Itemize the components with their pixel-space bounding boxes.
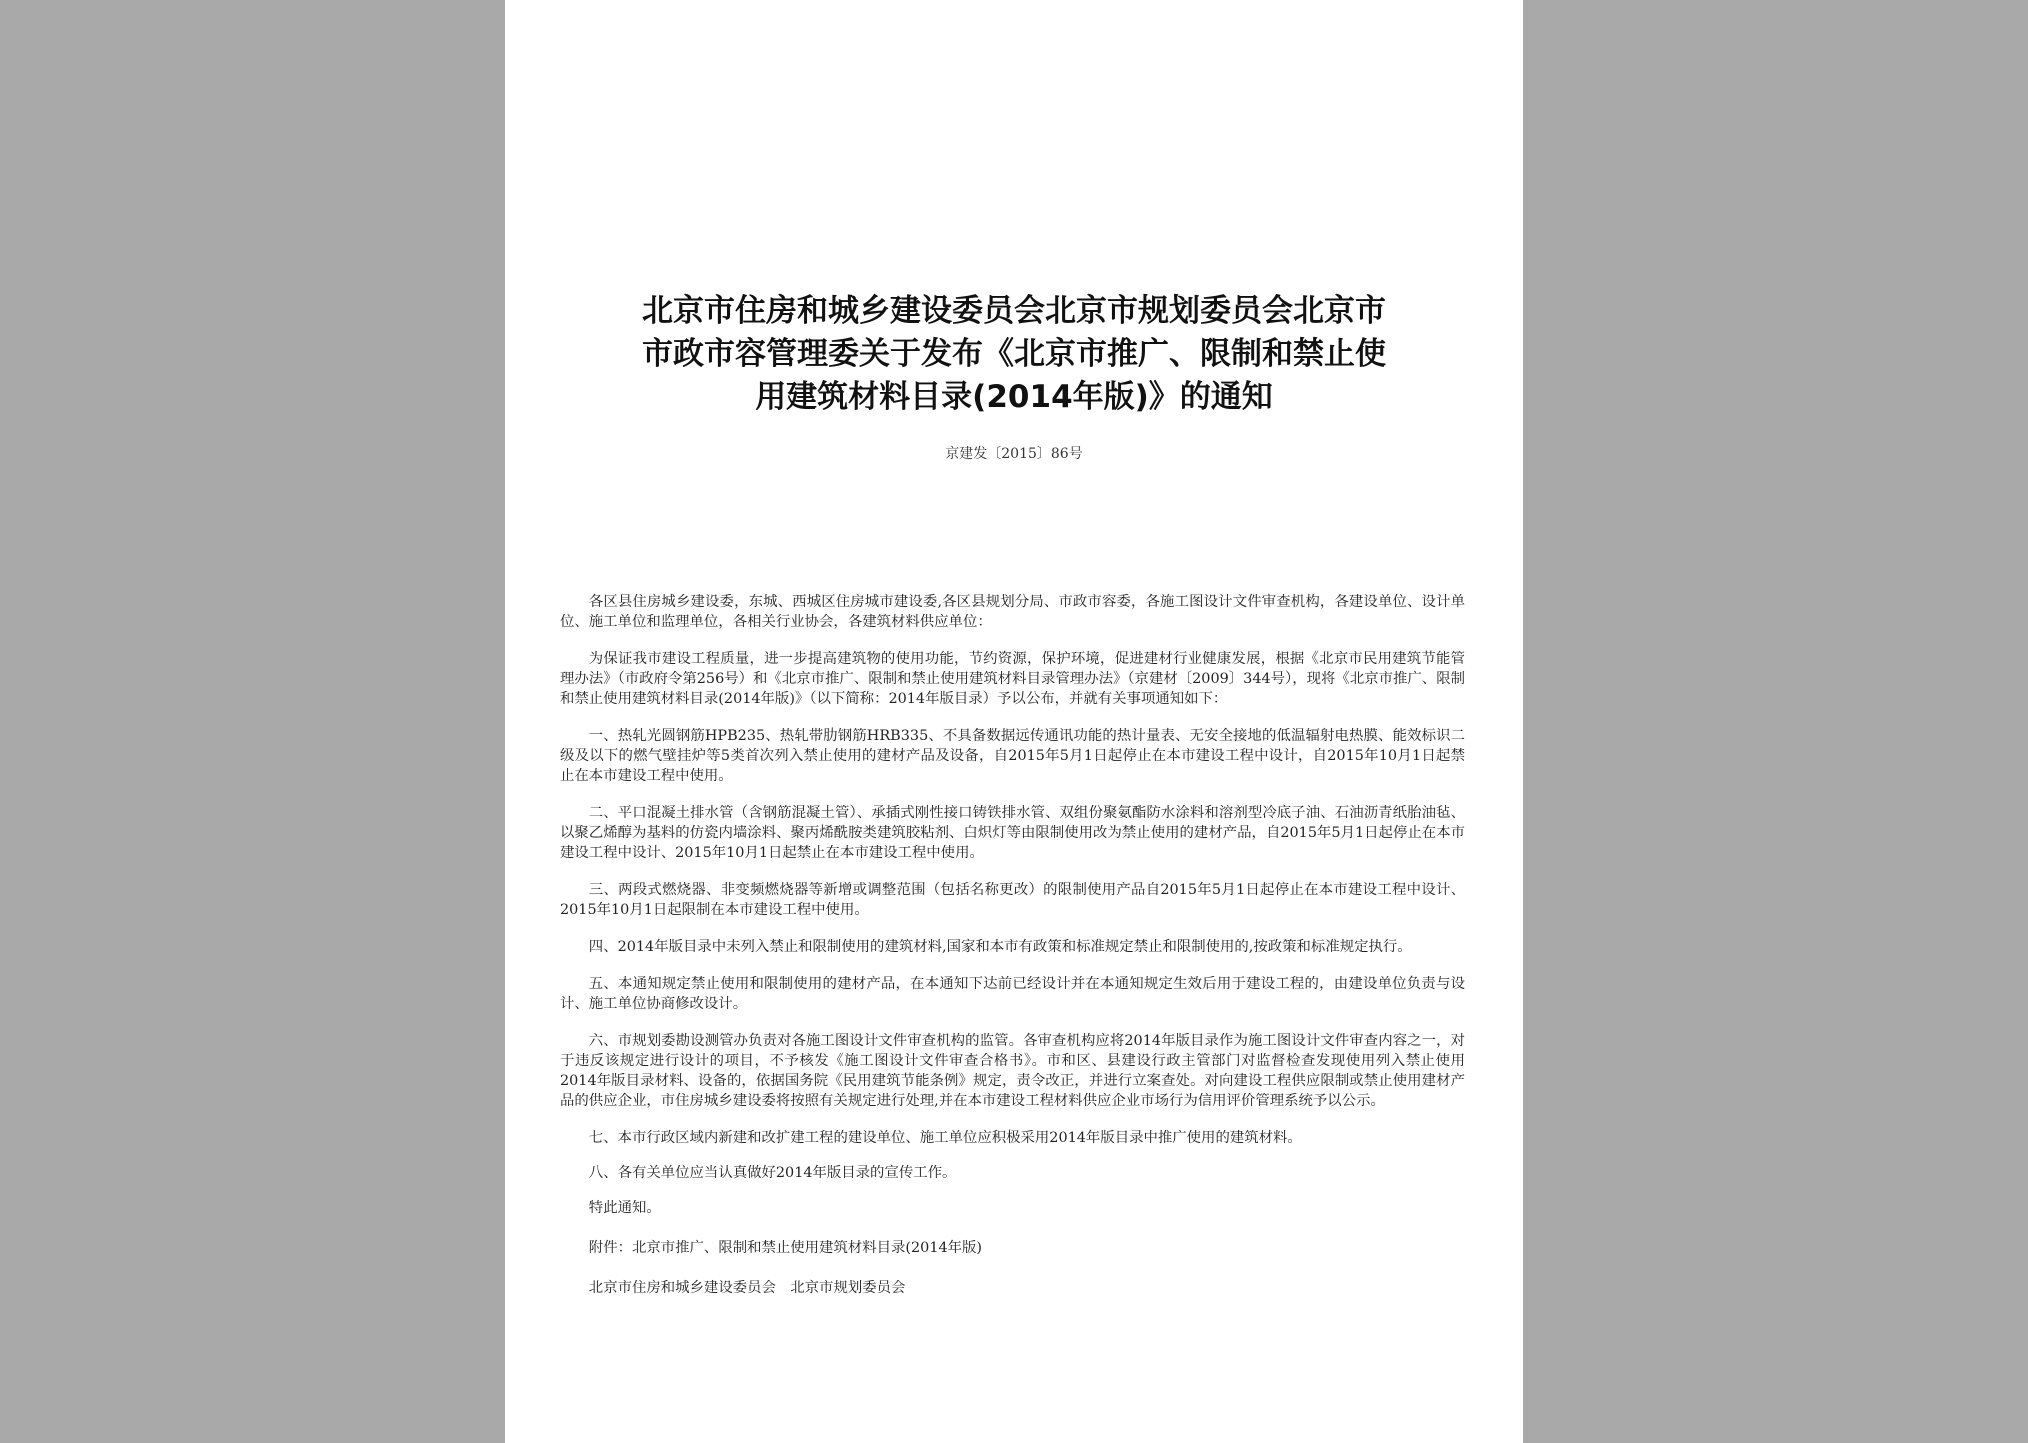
paragraph-item-3: 三、两段式燃烧器、非变频燃烧器等新增或调整范围（包括名称更改）的限制使用产品自2015年5月1日起停止在本市建设工程中设计、2015年10月1日起限制在本市建设工程中使用。: [560, 882, 1465, 918]
paragraph-item-2: 二、平口混凝土排水管（含钢筋混凝土管）、承插式刚性接口铸铁排水管、双组份聚氨酯防水涂料和溶剂型冷底子油、石油沥青纸胎油毡、以聚乙烯醇为基料的仿瓷内墙涂料、聚丙烯酰胺类建筑胶粘剂、白炽灯等由限制使用改为禁止使用的建材产品，自2015年5月1日起停止在本市建设工程中设计、2015年10月1日起禁止在本市建设工程中使用。: [560, 805, 1465, 861]
title-line: 市政市容管理委关于发布《北京市推广、限制和禁止使: [642, 336, 1386, 372]
paragraph-item-5: 五、本通知规定禁止使用和限制使用的建材产品，在本通知下达前已经设计并在本通知规定生效后用于建设工程的，由建设单位负责与设计、施工单位协商修改设计。: [560, 976, 1465, 1012]
attachment-line: 附件：北京市推广、限制和禁止使用建筑材料目录(2014年版): [588, 1240, 983, 1256]
closing-text: 特此通知。: [588, 1200, 661, 1216]
paragraph-item-7: 七、本市行政区域内新建和改扩建工程的建设单位、施工单位应积极采用2014年版目录中推广使用的建筑材料。: [588, 1130, 1302, 1146]
paragraph-item-8: 八、各有关单位应当认真做好2014年版目录的宣传工作。: [588, 1165, 957, 1181]
title-line: 用建筑材料目录(2014年版)》的通知: [755, 379, 1273, 415]
paragraph-item-4: 四、2014年版目录中未列入禁止和限制使用的建筑材料,国家和本市有政策和标准规定禁止和限制使用的,按政策和标准规定执行。: [588, 939, 1412, 955]
paragraph-item-1: 一、热轧光圆钢筋HPB235、热轧带肋钢筋HRB335、不具备数据远传通讯功能的热计量表、无安全接地的低温辐射电热膜、能效标识二级及以下的燃气壁挂炉等5类首次列入禁止使用的建材产品及设备，自2015年5月1日起停止在本市建设工程中设计，自2015年10月1日起禁止在本市建设工程中使用。: [560, 728, 1465, 784]
document-title: [565, 290, 1463, 419]
signatories: 北京市住房和城乡建设委员会 北京市规划委员会: [588, 1280, 906, 1296]
document-page: [505, 0, 1523, 1443]
document-body: [560, 592, 1465, 1318]
title-line: 北京市住房和城乡建设委员会北京市规划委员会北京市: [642, 293, 1386, 329]
paragraph-item-6: 六、市规划委勘设测管办负责对各施工图设计文件审查机构的监管。各审查机构应将2014年版目录作为施工图设计文件审查内容之一，对于违反该规定进行设计的项目，不予核发《施工图设计文件审查合格书》。市和区、县建设行政主管部门对监督检查发现使用列入禁止使用2014年版目录材料、设备的，依据国务院《民用建筑节能条例》规定，责令改正，并进行立案查处。对向建设工程供应限制或禁止使用建材产品的供应企业，市住房城乡建设委将按照有关规定进行处理,并在本市建设工程材料供应企业市场行为信用评价管理系统予以公示。: [560, 1033, 1465, 1109]
paragraph-intro: 为保证我市建设工程质量，进一步提高建筑物的使用功能，节约资源，保护环境，促进建材行业健康发展，根据《北京市民用建筑节能管理办法》（市政府令第256号）和《北京市推广、限制和禁止使用建筑材料目录管理办法》（京建材〔2009〕344号），现将《北京市推广、限制和禁止使用建筑材料目录(2014年版)》（以下简称：2014年版目录）予以公布，并就有关事项通知如下：: [560, 651, 1465, 707]
document-number: 京建发〔2015〕86号: [945, 446, 1083, 462]
paragraph-recipients: 各区县住房城乡建设委，东城、西城区住房城市建设委,各区县规划分局、市政市容委，各施工图设计文件审查机构，各建设单位、设计单位、施工单位和监理单位，各相关行业协会，各建筑材料供应单位：: [560, 594, 1465, 630]
